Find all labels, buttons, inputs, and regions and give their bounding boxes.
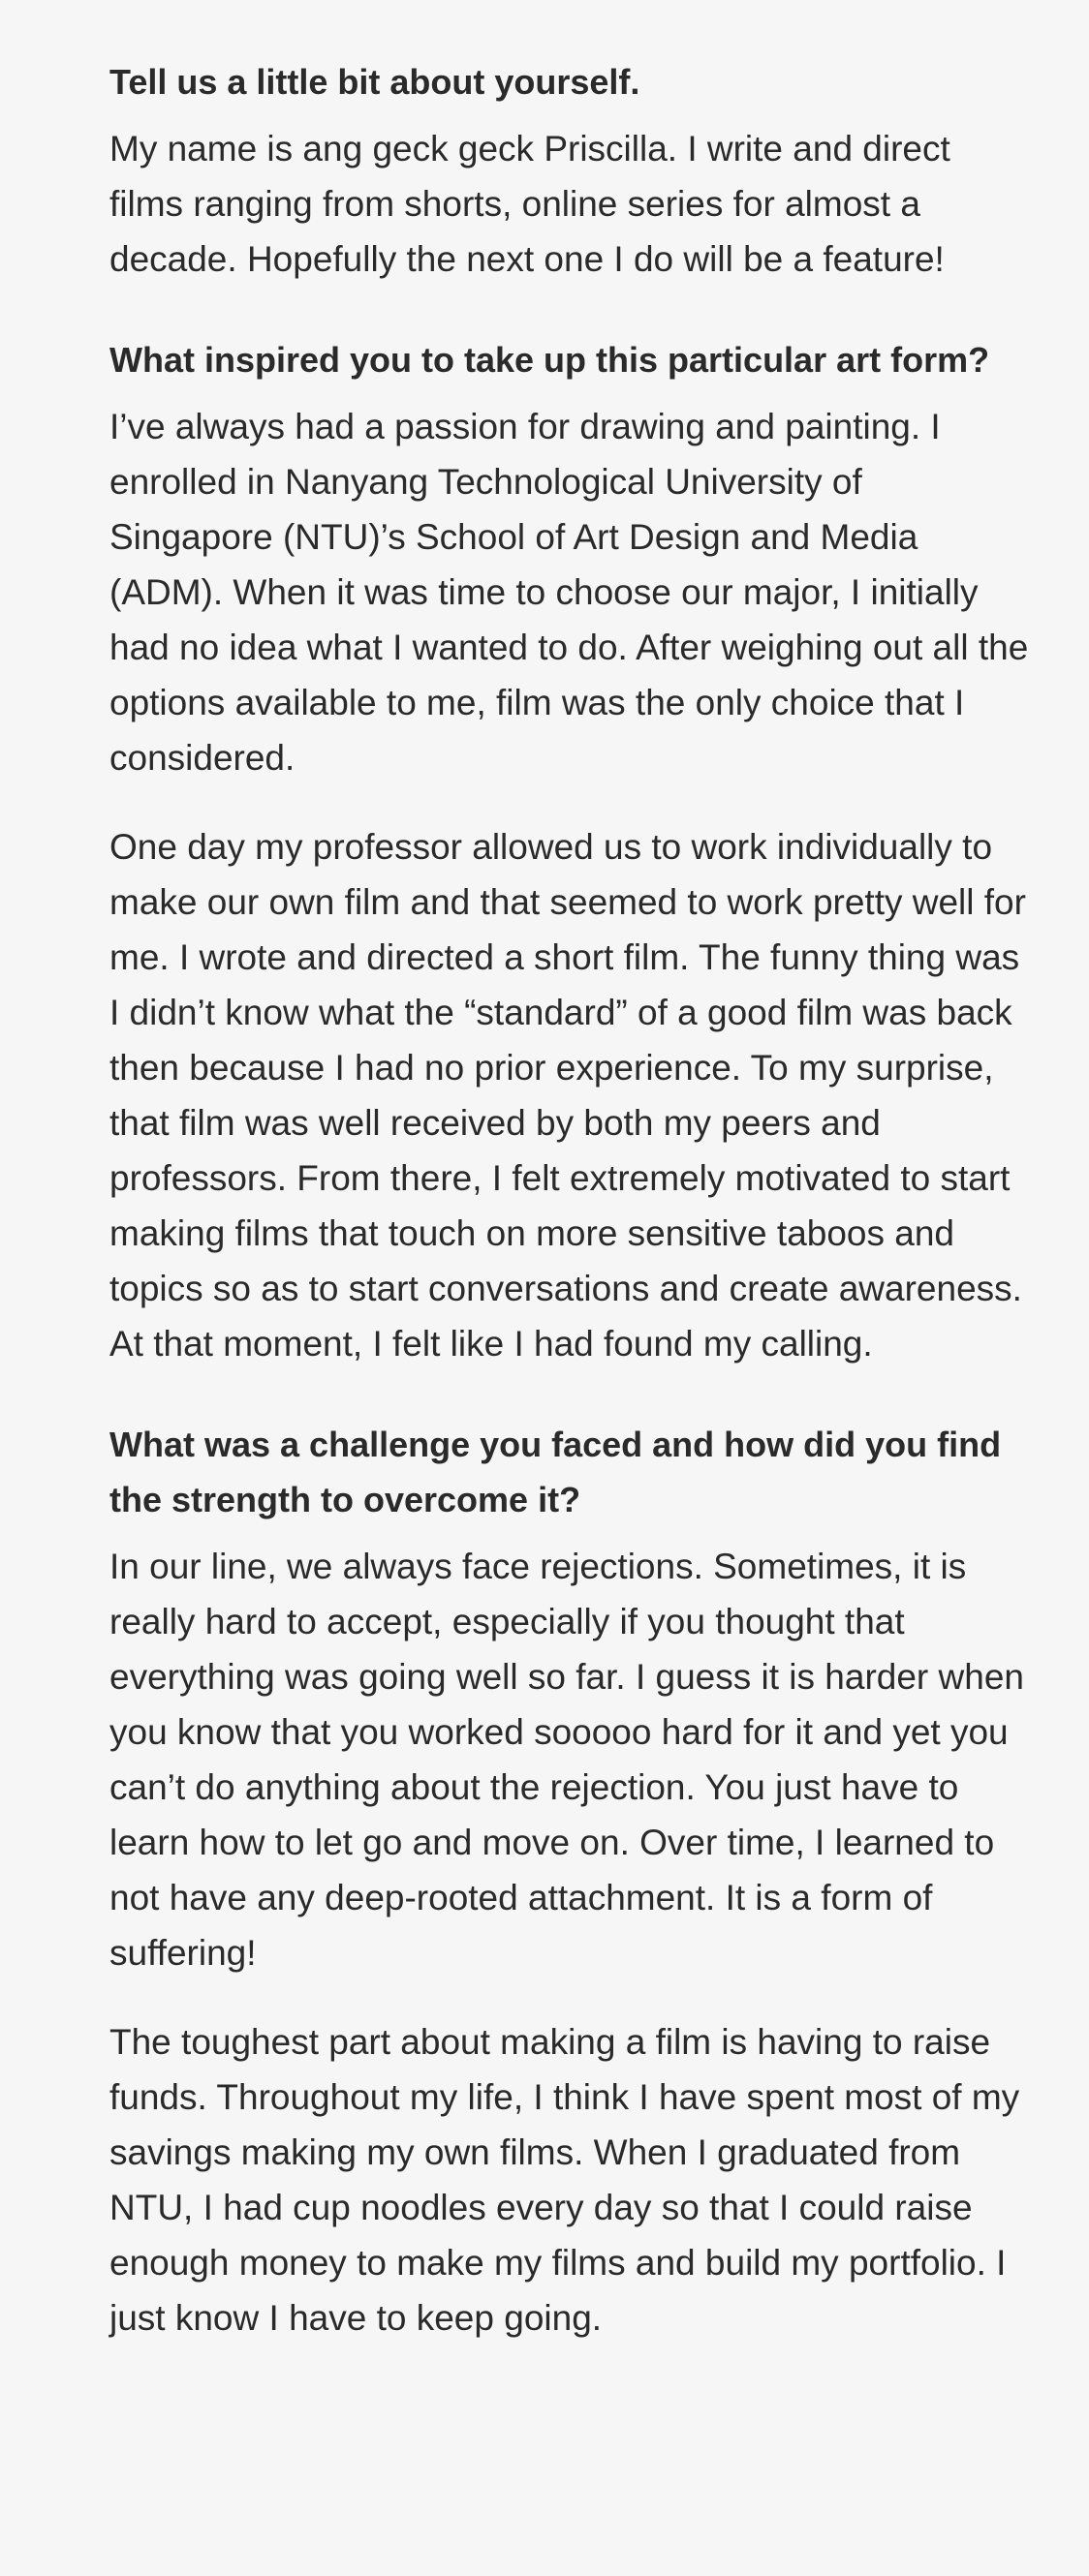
answer-paragraph: I’ve always had a passion for drawing and painting. I enrolled in Nanyang Technological University of Singapore (NTU)’s School of Art Design and Media (ADM). When it was time to choose our major, I initially had no idea what I wanted to do. After weighing out all the options available to me, film was the only choice that I considered. bbox=[109, 407, 1029, 778]
answer-paragraph: The toughest part about making a film is having to raise funds. Throughout my life, I think I have spent most of my savings making my own films. When I graduated from NTU, I had cup noodles every day so that I could raise enough money to make my films and build my portfolio. I just know I have to keep going. bbox=[109, 2022, 1020, 2338]
qa-section-challenge bbox=[109, 1417, 1031, 2346]
qa-section-about-yourself bbox=[109, 54, 1031, 287]
answer-paragraph: One day my professor allowed us to work individually to make our own film and that seemed to work pretty well for me. I wrote and directed a short film. The funny thing was I didn’t know what the “standard” of a good film was back then because I had no prior experience. To my surprise, that film was well received by both my peers and professors. From there, I felt extremely motivated to start making films that touch on more sensitive taboos and topics so as to start conversations and create awareness. At that moment, I felt like I had found my calling. bbox=[109, 827, 1026, 1364]
qa-section-inspiration bbox=[109, 332, 1031, 1371]
answer-paragraph: My name is ang geck geck Priscilla. I write and direct films ranging from shorts, online series for almost a decade. Hopefully the next one I do will be a feature! bbox=[109, 129, 950, 279]
question-heading: What was a challenge you faced and how did you find the strength to overcome it? bbox=[109, 1425, 1002, 1519]
answer-paragraph: In our line, we always face rejections. Sometimes, it is really hard to accept, especially if you thought that everything was going well so far. I guess it is harder when you know that you worked sooooo hard for it and yet you can’t do anything about the rejection. You just have to learn how to let go and move on. Over time, I learned to not have any deep-rooted attachment. It is a form of suffering! bbox=[109, 1547, 1024, 1973]
question-heading: Tell us a little bit about yourself. bbox=[109, 62, 640, 102]
question-heading: What inspired you to take up this particular art form? bbox=[109, 340, 990, 380]
